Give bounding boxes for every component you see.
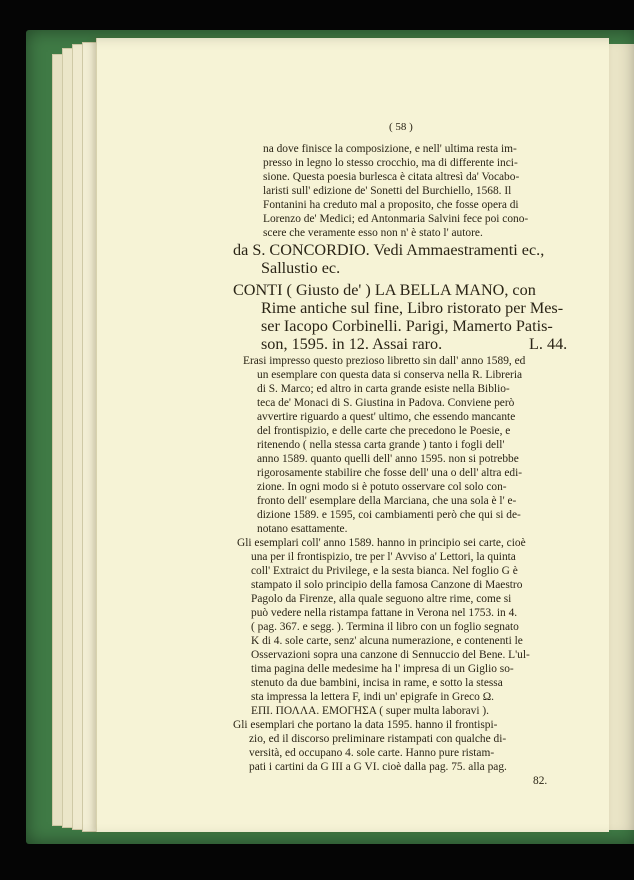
text-line: Osservazioni sopra una canzone di Sennuccio del Bene. L'ul- [251, 649, 530, 661]
text-line: ritenendo ( nella stessa carta grande ) tanto i fogli dell' [257, 439, 505, 451]
text-line: di S. Marco; ed altro in carta grande esiste nella Biblio- [257, 383, 510, 395]
text-line: Lorenzo de' Medici; ed Antonmaria Salvini fece poi cono- [263, 213, 529, 225]
text-line: 82. [533, 775, 548, 787]
entry-heading-line: Rime antiche sul fine, Libro ristorato per Mes- [261, 299, 564, 317]
text-line: Gli esemplari coll' anno 1589. hanno in principio sei carte, cioè [237, 537, 526, 549]
text-line: ΕΠΙ. ΠΟΛΛΑ. ΕΜΟΓΗΣΑ ( super multa laboravi ). [251, 705, 489, 717]
text-line: pati i cartini da G III a G VI. cioè dalla pag. 75. alla pag. [249, 761, 507, 773]
text-line: scere che veramente esso non n' è stato l' autore. [263, 227, 483, 239]
entry-heading-line: Sallustio ec. [261, 259, 341, 277]
text-line: na dove finisce la composizione, e nell' ultima resta im- [263, 143, 517, 155]
page-number: ( 58 ) [389, 121, 413, 133]
text-line: zione. In ogni modo si è potuto osservare col solo con- [257, 481, 507, 493]
text-line: sione. Questa poesia burlesca è citata altresì da' Vocabo- [263, 171, 520, 183]
text-line: K di 4. sole carte, senz' alcuna numerazione, e contenenti le [251, 635, 523, 647]
text-line: sta impressa la lettera F, indi un' epigrafe in Greco Ω. [251, 691, 495, 703]
text-line: coll' Extraict du Privilege, e la sesta bianca. Nel foglio G è [251, 565, 518, 577]
text-line: ( pag. 367. e segg. ). Termina il libro con un foglio segnato [251, 621, 519, 633]
text-line: presso in legno lo stesso crocchio, ma di differente inci- [263, 157, 518, 169]
text-line: versità, ed occupano 4. sole carte. Hanno pure ristam- [249, 747, 495, 759]
text-line: Erasi impresso questo prezioso libretto sin dall' anno 1589, ed [243, 355, 526, 367]
cover-shadow [26, 30, 634, 844]
text-line: dizione 1589. e 1595, coi cambiamenti però che qui si de- [257, 509, 521, 521]
text-line: tima pagina delle medesime ha l' impresa di un Giglio so- [251, 663, 514, 675]
text-line: un esemplare con questa data si conserva nella R. Libreria [257, 369, 523, 381]
text-line: una per il frontispizio, tre per l' Avviso a' Lettori, la quinta [251, 551, 516, 563]
text-line: zio, ed il discorso preliminare ristampati con qualche di- [249, 733, 507, 745]
text-line: del frontispizio, e delle carte che precedono le Poesie, e [257, 425, 511, 437]
text-line: fronto dell' esemplare della Marciana, che una sola è l' e- [257, 495, 517, 507]
entry-heading-line: ser Iacopo Corbinelli. Parigi, Mamerto Patis- [261, 317, 553, 335]
text-line: laristi sull' edizione de' Sonetti del Burchiello, 1568. Il [263, 185, 512, 197]
text-line: può vedere nella ristampa fattane in Verona nel 1753. in 4. [251, 607, 518, 619]
text-line: notano esattamente. [257, 523, 348, 535]
text-line: avvertire riguardo a quest' ultimo, che essendo mancante [257, 411, 516, 423]
text-line: rigorosamente stabilire che fosse dell' una o dell' altra edi- [257, 467, 523, 479]
text-line: stampato il solo principio della famosa Canzone di Maestro [251, 579, 523, 591]
entry-heading-line: CONTI ( Giusto de' ) LA BELLA MANO, con [233, 281, 536, 299]
entry-heading-line: son, 1595. in 12. Assai raro. [261, 335, 443, 353]
text-line: anno 1589. quanto quelli dell' anno 1595. non si potrebbe [257, 453, 519, 465]
text-line: stenuto da due bambini, incisa in rame, e sotto la stessa [251, 677, 503, 689]
text-line: Fontanini ha creduto mal a proposito, che fosse opera di [263, 199, 519, 211]
price: L. 44. [529, 335, 568, 353]
text-line: Gli esemplari che portano la data 1595. hanno il frontispi- [233, 719, 498, 731]
text-line: Pagolo da Firenze, alla quale seguono altre rime, come si [251, 593, 512, 605]
text-line: teca de' Monaci di S. Giustina in Padova. Conviene però [257, 397, 515, 409]
entry-heading-line: da S. CONCORDIO. Vedi Ammaestramenti ec., [233, 241, 545, 259]
